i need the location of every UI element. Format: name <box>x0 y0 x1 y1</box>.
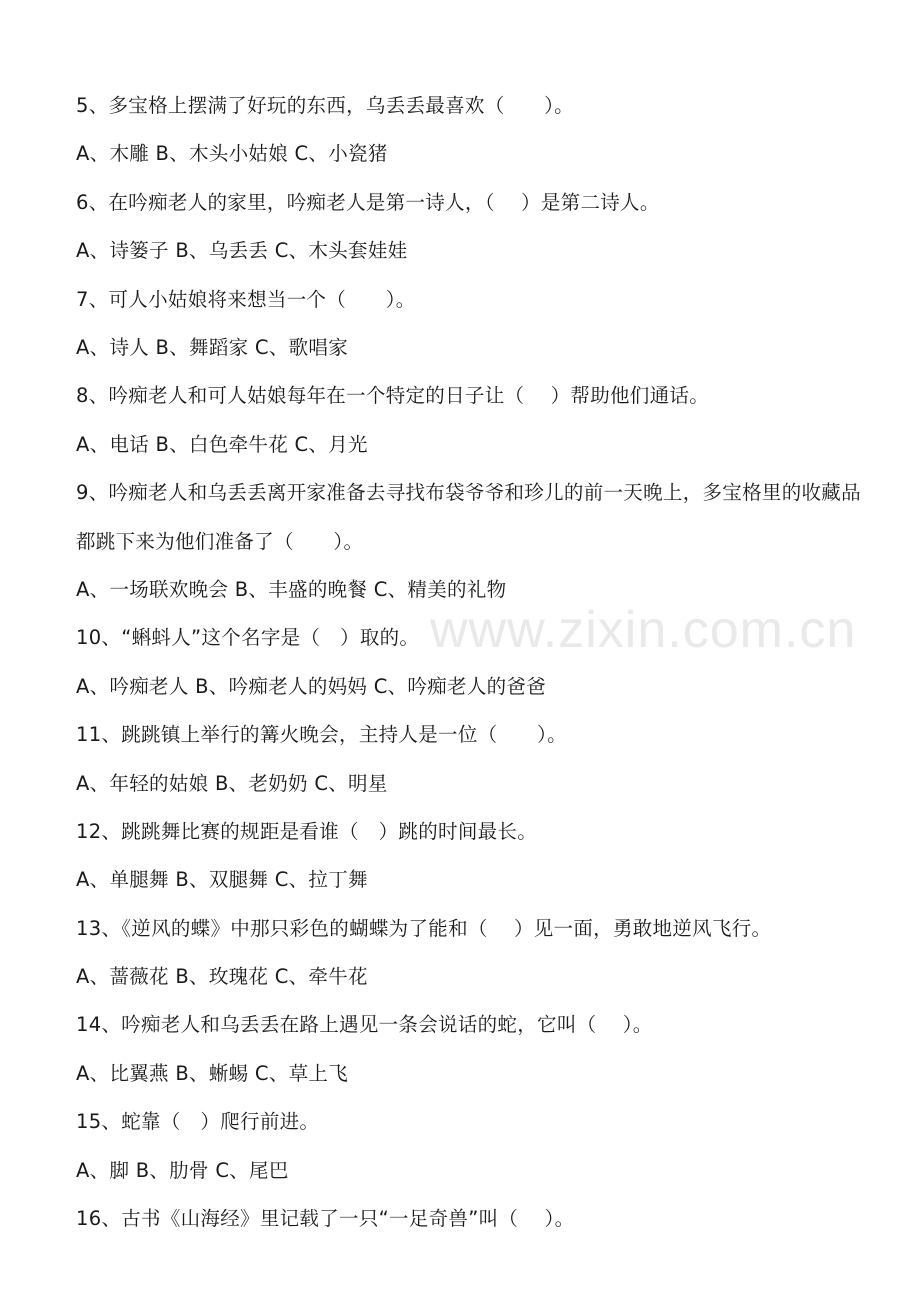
options-6: A、诗篓子 B、乌丢丢 C、木头套娃娃 <box>76 239 408 263</box>
question-8: 8、吟痴老人和可人姑娘每年在一个特定的日子让（ ）帮助他们通话。 <box>76 384 710 408</box>
watermark: www.zixin.com.cn <box>430 601 857 659</box>
question-5: 5、多宝格上摆满了好玩的东西，乌丢丢最喜欢（ ）。 <box>76 94 574 117</box>
options-8: A、电话 B、白色牵牛花 C、月光 <box>76 432 368 456</box>
question-9: 9、吟痴老人和乌丢丢离开家准备去寻找布袋爷爷和珍儿的前一天晚上，多宝格里的收藏品都跳下来为他们准备了（ ）。 <box>76 481 861 553</box>
question-10: 10、“蝌蚪人”这个名字是（ ）取的。 <box>76 626 420 650</box>
question-list <box>76 82 866 1243</box>
question-13: 13、《逆风的蝶》中那只彩色的蝴蝶为了能和（ ）见一面，勇敢地逆风飞行。 <box>76 916 772 940</box>
options-15: A、脚 B、肋骨 C、尾巴 <box>76 1158 289 1182</box>
options-9: A、一场联欢晚会 B、丰盛的晚餐 C、精美的礼物 <box>76 577 507 601</box>
options-10: A、吟痴老人 B、吟痴老人的妈妈 C、吟痴老人的爸爸 <box>76 674 547 698</box>
question-12: 12、跳跳舞比赛的规距是看谁（ ）跳的时间最长。 <box>76 819 538 843</box>
question-7: 7、可人小姑娘将来想当一个（ ）。 <box>76 287 416 311</box>
question-16: 16、古书《山海经》里记载了一只“一足奇兽”叫（ ）。 <box>76 1207 575 1231</box>
question-6: 6、在吟痴老人的家里，吟痴老人是第一诗人，（ ）是第二诗人。 <box>76 190 660 214</box>
options-14: A、比翼燕 B、蜥蜴 C、草上飞 <box>76 1061 349 1085</box>
options-12: A、单腿舞 B、双腿舞 C、拉丁舞 <box>76 868 368 892</box>
question-11: 11、跳跳镇上举行的篝火晚会，主持人是一位（ ）。 <box>76 723 567 747</box>
options-13: A、蔷薇花 B、玫瑰花 C、牵牛花 <box>76 965 368 989</box>
options-7: A、诗人 B、舞蹈家 C、歌唱家 <box>76 335 349 359</box>
options-5: A、木雕 B、木头小姑娘 C、小瓷猪 <box>76 142 388 166</box>
options-11: A、年轻的姑娘 B、老奶奶 C、明星 <box>76 771 388 795</box>
question-15: 15、蛇靠（ ）爬行前进。 <box>76 1110 320 1134</box>
question-14: 14、吟痴老人和乌丢丢在路上遇见一条会说话的蛇，它叫（ ）。 <box>76 1013 653 1037</box>
